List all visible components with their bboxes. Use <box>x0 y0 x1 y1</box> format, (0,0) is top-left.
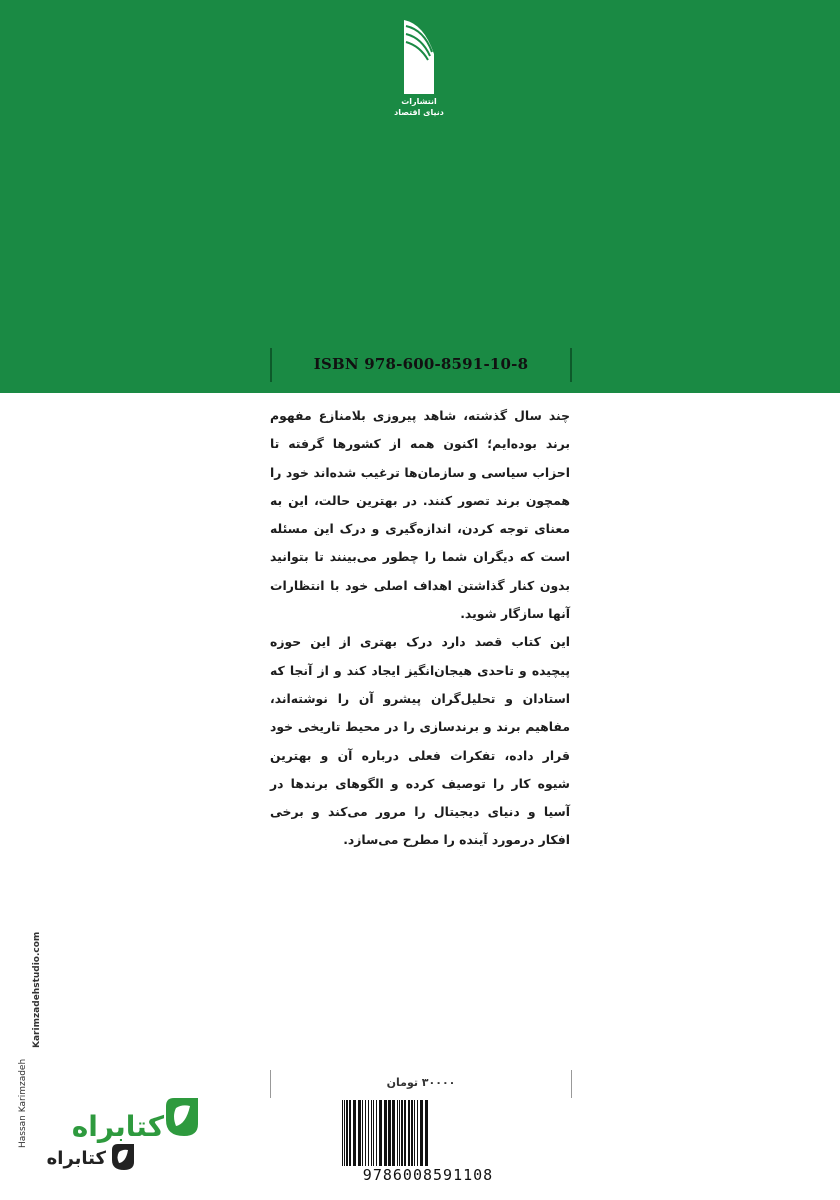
publisher-name <box>384 96 454 118</box>
barcode-bar <box>414 1100 415 1170</box>
isbn-bar <box>270 348 572 382</box>
barcode-bar <box>392 1100 395 1170</box>
ketabrah-leaf-small-icon <box>108 1142 138 1174</box>
barcode-bar <box>371 1100 372 1170</box>
price-row <box>270 1070 572 1100</box>
ketabrah-text-large: کتابراه <box>71 1110 164 1143</box>
barcode-bar <box>362 1100 363 1170</box>
cover-green-panel <box>0 0 840 393</box>
designer-site: Karimzadehstudio.com <box>32 931 42 1048</box>
barcode-bar <box>353 1100 356 1170</box>
ketabrah-text-small: کتابراه <box>46 1148 106 1169</box>
barcode-bar <box>346 1100 348 1170</box>
barcode-digits: 9786008591108 <box>340 1166 516 1184</box>
barcode-bar <box>388 1100 391 1170</box>
blurb-paragraph-2: این کتاب قصد دارد درک بهتری از این حوزه پیچیده و تاحدی هیجان‌انگیز ایجاد کند و از آنجا که استادان و تحلیل‌گران پیشرو آن را نوشته‌اند، مفاهیم برند و برندسازی را در محیط تاریخی خود قرار داده، تفکرات فعلی درباره آن و بهترین شیوه کار را توصیف کرده و الگوهای برندها در آسیا و دنیای دیجیتال را مرور می‌کند و برخی افکار درمورد آینده را مطرح می‌سازد. <box>270 634 570 848</box>
publisher-name-line1: انتشارات <box>401 97 437 106</box>
barcode-bar <box>376 1100 377 1170</box>
barcode-bar <box>368 1100 369 1170</box>
back-cover-blurb <box>270 402 570 855</box>
barcode <box>340 1100 516 1190</box>
barcode-bar <box>404 1100 406 1170</box>
barcode-bar <box>397 1100 398 1170</box>
ketabrah-leaf-icon <box>160 1094 204 1140</box>
barcode-bar <box>379 1100 382 1170</box>
barcode-bar <box>420 1100 423 1170</box>
barcode-bar <box>417 1100 418 1170</box>
barcode-bar <box>342 1100 343 1170</box>
barcode-bar <box>384 1100 387 1170</box>
barcode-bar <box>399 1100 400 1170</box>
designer-name: Hassan Karimzadeh <box>18 1058 28 1148</box>
barcode-bar <box>425 1100 428 1170</box>
price-label: ۳۰۰۰۰ تومان <box>386 1076 456 1089</box>
isbn-number: ISBN 978-600-8591-10-8 <box>313 355 529 373</box>
barcode-bar <box>373 1100 374 1170</box>
barcode-bar <box>408 1100 410 1170</box>
barcode-bar <box>358 1100 361 1170</box>
blurb-paragraph-1: چند سال گذشته، شاهد پیروزی بلامنازع مفهوم برند بوده‌ایم؛ اکنون همه از کشورها گرفته تا احزاب سیاسی و سازمان‌ها ترغیب شده‌اند خود را همچون برند تصور کنند. در بهترین حالت، این به معنای توجه کردن، اندازه‌گیری و درک این مسئله است که دیگران شما را چطور می‌بینند تا بتوانید بدون کنار گذاشتن اهداف اصلی خود با انتظارات آنها سازگار شوید. <box>270 408 570 622</box>
publisher-name-line2: دنیای اقتصاد <box>394 108 444 117</box>
designer-credit <box>12 931 42 1158</box>
barcode-bar <box>344 1100 345 1170</box>
barcode-bar <box>411 1100 413 1170</box>
ketabrah-watermark <box>46 1090 220 1190</box>
barcode-icon <box>340 1100 516 1170</box>
barcode-bar <box>365 1100 366 1170</box>
barcode-bar <box>349 1100 351 1170</box>
barcode-bar <box>401 1100 403 1170</box>
